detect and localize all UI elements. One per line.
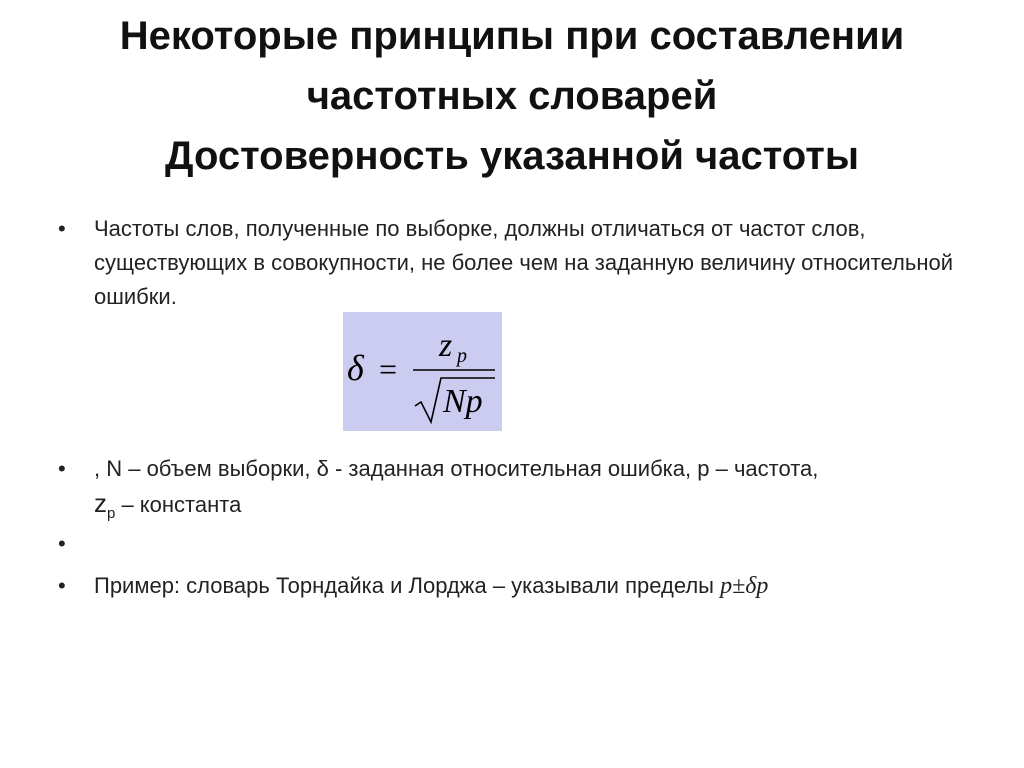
bullet-dot: •: [58, 573, 66, 598]
bullet-list: [58, 212, 958, 603]
bullet-item-definition: [58, 212, 958, 314]
formula-delta: δ: [347, 348, 364, 388]
formula-svg: [343, 312, 502, 431]
bullet-item-example: [58, 569, 958, 603]
formula-numerator-z: z: [439, 327, 453, 364]
title-line-2: частотных словарей: [306, 74, 718, 118]
formula-spacer: [58, 314, 958, 434]
title-line-3: Достоверность указанной частоты: [164, 134, 859, 178]
bullet-item-variables: [58, 452, 958, 525]
title-line-1: Некоторые принципы при составлении: [119, 14, 905, 58]
formula-denominator: Np: [443, 383, 483, 420]
bullet-dot: •: [58, 456, 66, 481]
zp-subscript: p: [107, 505, 116, 522]
bullet-dot: •: [58, 531, 66, 556]
bullet-text-constant: – константа: [115, 492, 242, 517]
formula-box: [343, 312, 502, 431]
bullet-text-example: Пример: словарь Торндайка и Лорджа – указывали пределы: [94, 573, 721, 598]
formula-equals: =: [379, 351, 398, 387]
zp-letter: z: [94, 488, 107, 518]
bullet-text-variables: , N – объем выборки, δ - заданная относительная ошибка, p – частота,: [94, 456, 819, 481]
bullet-dot: •: [58, 216, 66, 241]
bullet-item-empty: [58, 527, 958, 561]
bullet-text-definition: Частоты слов, полученные по выборке, должны отличаться от частот слов, существующих в совокупности, не более чем на заданную величину относительной ошибки.: [94, 216, 953, 309]
formula-numerator-sub: p: [457, 345, 467, 367]
bullet-formula-range: p±δp: [720, 573, 769, 599]
slide-title: [40, 6, 984, 186]
